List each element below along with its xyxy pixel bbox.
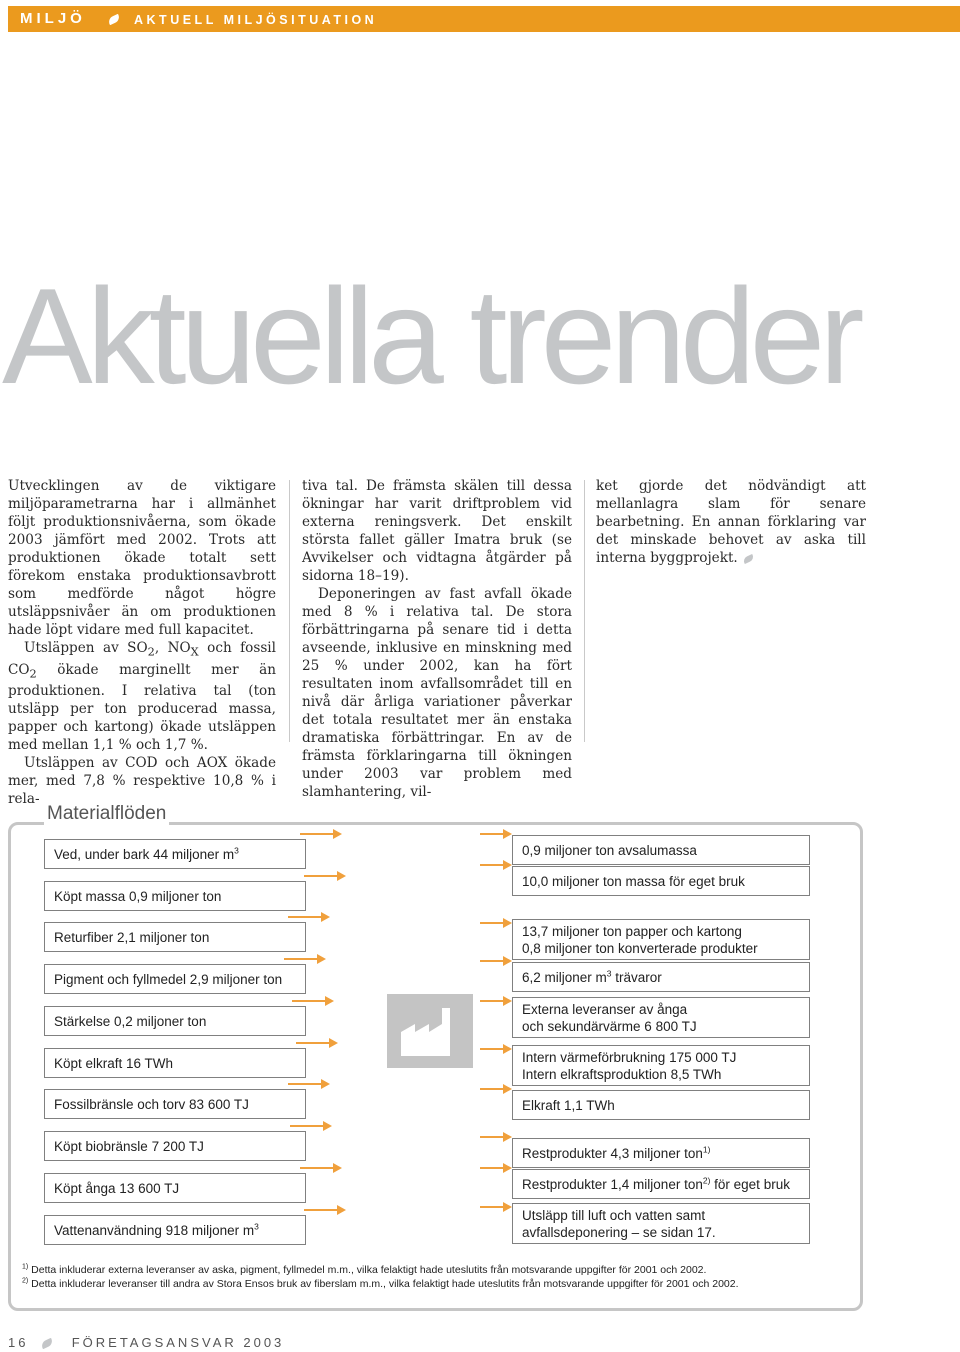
leaf-icon <box>742 554 755 564</box>
output-label: Intern elkraftsproduktion 8,5 TWh <box>522 1066 722 1082</box>
output-box <box>512 1090 810 1120</box>
arrow-right-icon <box>300 1167 334 1169</box>
arrow-right-icon <box>304 1209 338 1211</box>
paragraph: tiva tal. De främsta skälen till dessa ökningar har varit driftproblem vid externa reningsverk. Det enskilt största fallet gäller Imatra bruk (se Avvikelser och vidtagna åtgärder på sidorna 18–19). <box>302 478 572 584</box>
arrow-right-icon <box>284 958 318 960</box>
output-box <box>512 1045 810 1086</box>
output-box <box>512 997 810 1038</box>
output-label: avfallsdeponering – se sidan 17. <box>522 1224 716 1240</box>
paragraph: ket gjorde det nödvändigt att mellanlagra slam för senare bearbetning. En annan förklaring var det minskade behovet av aska till interna byggprojekt. <box>596 478 866 566</box>
input-label: Köpt biobränsle 7 200 TJ <box>54 1138 204 1154</box>
arrow-right-icon <box>480 1167 504 1169</box>
page-title: Aktuella trender <box>2 260 859 412</box>
paragraph: Utvecklingen av de viktigare miljöparametrarna har i allmänhet följt produktionsnivåerna, som ökade 2003 jämfört med 2002. Trots att produktionen ökade totalt sett förekom enstaka produktionsavbrott som medförde något högre utsläppsnivåer än om produktionen hade löpt vidare med full kapacitet. <box>8 478 276 638</box>
input-label: Köpt elkraft 16 TWh <box>54 1055 174 1071</box>
arrow-right-icon <box>480 1000 504 1002</box>
arrow-right-icon <box>480 1088 504 1090</box>
arrow-right-icon <box>292 1000 326 1002</box>
subsection-label: AKTUELL MILJÖSITUATION <box>134 13 378 27</box>
input-label: Ved, under bark 44 miljoner $m^3$ <box>54 845 239 862</box>
input-box <box>44 1006 306 1036</box>
input-label: Returfiber 2,1 miljoner ton <box>54 929 210 945</box>
paragraph: Utsläppen av COD och AOX ökade mer, med 7,8 % respektive 10,8 % i rela- <box>8 755 276 808</box>
section-header-bar <box>8 6 960 32</box>
column-divider <box>289 480 290 742</box>
arrow-right-icon <box>480 833 504 835</box>
input-box <box>44 1089 306 1119</box>
materialfloden-title: Materialflöden <box>44 803 169 825</box>
output-box <box>512 1138 810 1168</box>
input-box <box>44 922 306 952</box>
output-label: 13,7 miljoner ton papper och kartong <box>522 923 742 939</box>
arrow-right-icon <box>300 833 334 835</box>
footnote: $^{2)}$ Detta inkluderar leveranser till andra av Stora Ensos bruk av fiberslam m.m., vilka felaktigt hade uteslutits från motsvarande uppgifter för 2001 och 2002. <box>22 1277 739 1290</box>
input-box <box>44 1048 306 1078</box>
arrow-right-icon <box>290 1125 324 1127</box>
text-column-1 <box>8 477 276 808</box>
paragraph: Deponeringen av fast avfall ökade med 8 % i relativa tal. De stora förbättringarna på senare tid i detta avseende, inklusive en minskning med 25 % under 2002, kan ha fört resultaten inom avfallsområdet till en nivå där årliga variationer påverkar det totala resultatet mer än enstaka dramatiska förbättringar. En av de främsta förklaringarna till ökningen under 2003 var problem med slamhantering, vil- <box>302 586 572 800</box>
input-box <box>44 1173 306 1203</box>
output-label: 6,2 miljoner $m^3$ trävaror <box>522 968 662 985</box>
arrow-right-icon <box>480 922 504 924</box>
output-box <box>512 835 810 865</box>
output-label: 10,0 miljoner ton massa för eget bruk <box>522 873 745 889</box>
output-label: Externa leveranser av ånga <box>522 1001 688 1017</box>
arrow-right-icon <box>296 1042 330 1044</box>
leaf-icon <box>40 1338 54 1349</box>
output-label: Elkraft 1,1 TWh <box>522 1097 615 1113</box>
input-box <box>44 839 306 869</box>
input-box <box>44 1215 306 1245</box>
arrow-right-icon <box>480 1048 504 1050</box>
section-label: MILJÖ <box>20 10 86 27</box>
text-column-2 <box>302 477 572 801</box>
output-label: 0,9 miljoner ton avsalumassa <box>522 842 697 858</box>
input-box <box>44 964 306 994</box>
publication-name: FÖRETAGSANSVAR 2003 <box>71 1335 285 1350</box>
column-divider <box>584 480 585 742</box>
output-box <box>512 866 810 896</box>
input-box <box>44 881 306 911</box>
input-label: Vattenanvändning 918 miljoner $m^3$ <box>54 1221 259 1238</box>
output-label: och sekundärvärme 6 800 TJ <box>522 1018 697 1034</box>
output-label: 0,8 miljoner ton konverterade produkter <box>522 940 758 956</box>
output-label: Utsläpp till luft och vatten samt <box>522 1207 706 1223</box>
page-footer <box>8 1335 284 1350</box>
arrow-right-icon <box>288 916 322 918</box>
paragraph: Utsläppen av $SO_2$, $NO_X$ och fossil $CO_2$ ökade marginellt mer än produktionen. I relativa tal (ton utsläpp per ton producerad massa, papper och kartong) ökade utsläppen med mellan 1,1 % och 1,7 %. <box>8 640 276 754</box>
factory-icon <box>387 994 473 1068</box>
input-box <box>44 1131 306 1161</box>
arrow-right-icon <box>480 864 504 866</box>
page-number: 16 <box>8 1335 29 1350</box>
output-box <box>512 1203 810 1244</box>
output-label: Restprodukter 1,4 miljoner ton$^{2)}$ för eget bruk <box>522 1175 790 1192</box>
output-label: Restprodukter 4,3 miljoner ton$^{1)}$ <box>522 1144 711 1161</box>
input-label: Köpt massa 0,9 miljoner ton <box>54 888 222 904</box>
output-label: Intern värmeförbrukning 175 000 TJ <box>522 1049 737 1065</box>
input-label: Pigment och fyllmedel 2,9 miljoner ton <box>54 971 283 987</box>
arrow-right-icon <box>480 1206 504 1208</box>
footnote: $^{1)}$ Detta inkluderar externa leveranser av aska, pigment, fyllmedel m.m., vilka felaktigt hade uteslutits från motsvarande uppgifter för 2001 och 2002. <box>22 1263 707 1276</box>
input-label: Köpt ånga 13 600 TJ <box>54 1180 180 1196</box>
arrow-right-icon <box>288 1083 322 1085</box>
arrow-right-icon <box>480 1136 504 1138</box>
input-label: Stärkelse 0,2 miljoner ton <box>54 1013 207 1029</box>
output-box <box>512 919 810 960</box>
text-column-3 <box>596 477 866 567</box>
leaf-icon <box>107 14 121 25</box>
input-label: Fossilbränsle och torv 83 600 TJ <box>54 1096 249 1112</box>
arrow-right-icon <box>304 875 338 877</box>
output-box <box>512 962 810 992</box>
output-box <box>512 1169 810 1199</box>
arrow-right-icon <box>480 960 504 962</box>
